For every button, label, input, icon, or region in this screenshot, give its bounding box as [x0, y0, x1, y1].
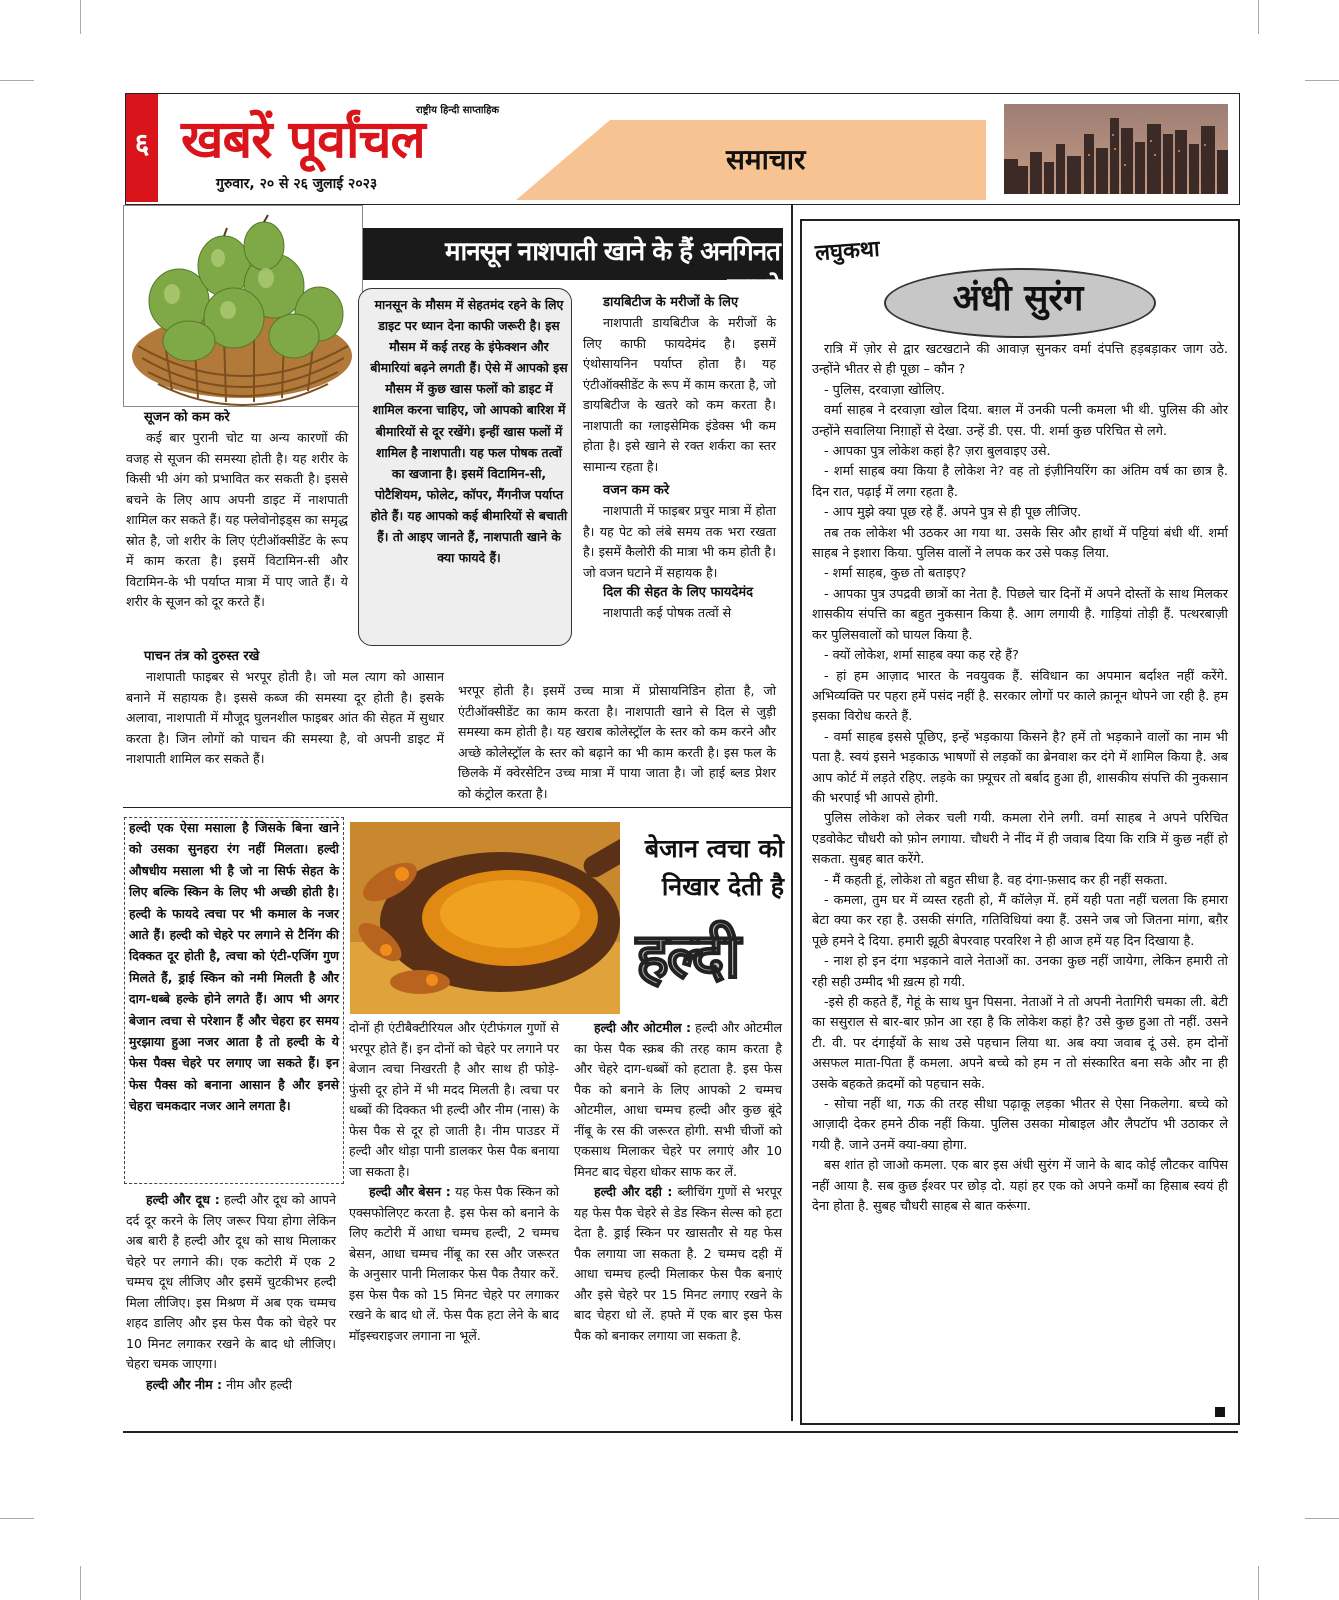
para-weight: नाशपाती में फाइबर प्रचुर मात्रा में होता है। यह पेट को लंबे समय तक भरा रखता है। इसमें कैलोरी की मात्रा भी कम होती है। जो वजन घटाने में सहायक है।	[583, 503, 776, 580]
haldi-col2	[349, 1018, 559, 1346]
column-left-wide	[126, 647, 444, 770]
para-besan-text: यह फेस पैक स्किन को एक्सफोलिएट करता है. इस फेस को बनाने के लिए कटोरी में आधा चम्मच हल्दी, 2 चम्मच बेसन, आधा चम्मच नींबू का रस और जरूरत के अनुसार पानी मिलाकर फेस पैक तैयार करें. इस फेस पैक को 15 मिनट चेहरे पर लगाकर रखने के बाद धो लें. फेस पैक हटा लेने के बाद मॉइस्चराइजर लगाना ना भूलें.	[349, 1184, 559, 1343]
story-label: लघुकथा	[814, 235, 881, 267]
story-paragraph: -इसे ही कहते हैं, गेहूं के साथ घुन पिसना. नेताओं ने तो अपनी नेतागिरी चमका ली. बेटी का ससुराल से बार-बार फ़ोन आ रहा है कि लोकेश कहां है? उसे कुछ हुआ तो नहीं. उसने टी. वी. पर दंगाईयों के साथ उसे पहचान लिया था. अब क्या जवाब दूं उसे. हम दोनों असफल माता-पिता हैं कमला. अपने बच्चे को हम न तो संस्कारित बना सके और ना ही उसके बहकते क़दमों को पहचान सके.	[812, 995, 1228, 1092]
crop-mark	[0, 80, 34, 81]
crop-mark	[1305, 80, 1339, 81]
haldi-headline-line1: बेजान त्वचा को	[644, 834, 784, 863]
story-paragraph: बस शांत हो जाओ कमला. एक बार इस अंधी सुरंग में जाने के बाद कोई लौटकर वापिस नहीं आया है. सब कुछ ईश्वर पर छोड़ दो. यहां हर एक को अपने कर्मों का हिसाब स्वयं ही देना होता है. सुबह चौधरी साहब से बात करूंगा.	[812, 1158, 1228, 1215]
para-swelling: कई बार पुरानी चोट या अन्य कारणों की वजह से सूजन की समस्या होती है। यह शरीर के किसी भी अंग को प्रभावित कर सकती है। इससे बचने के लिए आप अपनी डाइट में नाशपाती शामिल कर सकते हैं। यह फ्लेवोनोइड्स का समृद्ध स्रोत है, जो शरीर के लिए एंटीऑक्सीडेंट के रूप में काम करता है। इसमें विटामिन-सी और विटामिन-के भी पर्याप्त मात्रा में पाए जाते हैं। ये शरीर के सूजन को दूर करते हैं।	[126, 430, 348, 609]
section-label: समाचार	[726, 143, 806, 176]
para-oatmeal-text: हल्दी और ओटमील का फेस पैक स्क्रब की तरह काम करता है और चेहरे दाग-धब्बों को हटाता है. इस फेस पैक को बनाने के लिए आपको 2 चम्मच ओटमील, आधा चम्मच हल्दी और कुछ बूंदे नींबू के रस की जरूरत होगी. सभी चीजों को एकसाथ मिलाकर चेहरे पर लगाएं और 10 मिनट बाद चेहरा धोकर साफ कर लें.	[574, 1020, 782, 1179]
story-paragraph: - सोचा नहीं था, गऊ की तरह सीधा पढ़ाकू लड़का भीतर से ऐसा निकलेगा. बच्चे को आज़ादी देकर हमने ठीक नहीं किया. पुलिस उसका मोबाइल और लैपटॉप भी उठाकर ले गयी है. जाने उनमें क्या-क्या होगा.	[812, 1097, 1228, 1153]
para-milk-text: हल्दी और दूध को आपने दर्द दूर करने के लिए जरूर पिया होगा लेकिन अब बारी है हल्दी और दूध को साथ मिलाकर चेहरे पर लगाने की। एक कटोरी में एक 2 चम्मच दूध लीजिए और इसमें चुटकीभर हल्दी मिला लीजिए। इस मिश्रण में अब एक चम्मच शहद डालिए और इस फेस पैक को चेहरे पर 10 मिनट लगाकर रखने के बाद धो लीजिए। चेहरा चमक जाएगा।	[126, 1192, 336, 1371]
crop-mark	[0, 1518, 34, 1519]
column-rule	[791, 205, 793, 1421]
subhead-digestion: पाचन तंत्र को दुरुस्त रखे	[144, 649, 260, 664]
intro-callout-text: मानसून के मौसम में सेहतमंद रहने के लिए डाइट पर ध्यान देना काफी जरूरी है। इस मौसम में कई तरह के इंफेक्शन और बीमारियां बढ़ने लगती हैं। ऐसे में आपको इस मौसम में कुछ खास फलों को डाइट में शामिल करना चाहिए, जो आपको बारिश में बीमारियों से दूर रखेंगे। इन्हीं खास फलों में शामिल है नाशपाती। यह फल पोषक तत्वों का खजाना है। इसमें विटामिन-सी, पोटैशियम, फोलेट, कॉपर, मैंगनीज पर्याप्त होते हैं। यह आपको कई बीमारियों से बचाती हैं। तो आइए जानते हैं, नाशपाती खाने के क्या फायदे हैं।	[370, 297, 568, 566]
column-bottom-heart	[458, 681, 776, 804]
masthead	[125, 93, 1240, 205]
story-text	[812, 340, 1228, 1217]
subhead-weight: वजन कम करे	[603, 483, 670, 498]
story-paragraph: - आप मुझे क्या पूछ रहे हैं. अपने पुत्र से ही पूछ लीजिए.	[824, 505, 1082, 521]
story-title: अंधी सुरंग	[952, 277, 1084, 319]
crop-mark	[80, 1566, 81, 1600]
haldi-intro-text: हल्दी एक ऐसा मसाला है जिसके बिना खाने को उसका सुनहरा रंग नहीं मिलता। हल्दी औषधीय मसाला भी है जो ना सिर्फ सेहत के लिए बल्कि स्किन के लिए भी अच्छी होती है। हल्दी के फायदे त्वचा पर भी कमाल के नजर आते हैं। हल्दी को चेहरे पर लगाने से टैनिंग की दिक्कत दूर होती है, त्वचा को एंटी-एजिंग गुण मिलते हैं, ड्राई स्किन को नमी मिलती है और दाग-धब्बे हल्के होने लगते हैं। आप भी अगर बेजान त्वचा से परेशान हैं और चेहरा हर समय मुरझाया हुआ नजर आता है तो हल्दी के ये फेस पैक्स चेहरे पर लगाए जा सकते हैं। इन फेस पैक्स को बनाना आसान है और इनसे चेहरा चमकदार नजर आने लगता है।	[129, 820, 339, 1114]
para-neem-b: दोनों ही एंटीबैक्टीरियल और एंटीफंगल गुणों से भरपूर होते हैं। इन दोनों को चेहरे पर लगाने पर बेजान त्वचा निखरती है और साथ ही फोड़े-फुंसी दूर होने में भी मदद मिलती है। त्वचा पर धब्बों की दिक्कत भी हल्दी और नीम (नास) के फेस पैक से दूर हो जाती है। नीम पाउडर में हल्दी और थोड़ा पानी डालकर फेस पैक बनाया जा सकता है।	[349, 1020, 559, 1179]
story-paragraph: - आपका पुत्र लोकेश कहां है? ज़रा बुलवाइए उसे.	[824, 444, 1051, 460]
subhead-milk: हल्दी और दूध :	[146, 1192, 220, 1207]
para-curd-text: ब्लीचिंग गुणों से भरपूर यह फेस पैक चेहरे से डेड स्किन सेल्स को हटा देता है. ड्राई स्किन पर खासतौर से यह फेस पैक लगाया जा सकता है. 2 चम्मच दही में आधा चम्मच हल्दी मिलाकर फेस पैक बनाएं और इसे चेहरे पर 15 मिनट लगाए रखने के बाद चेहरा धो लें. हफ्ते में एक बार इस फेस पैक को बनाकर लगाया जा सकता है.	[574, 1184, 782, 1343]
story-paragraph: - शर्मा साहब, कुछ तो बताइए?	[824, 566, 967, 582]
story-paragraph: - मैं कहती हूं, लोकेश तो बहुत सीधा है. वह दंगा-फ़साद कर ही नहीं सकता.	[824, 872, 1168, 888]
story-paragraph: - क्यों लोकेश, शर्मा साहब क्या कह रहे हैं?	[824, 648, 1019, 664]
story-paragraph: - शर्मा साहब क्या किया है लोकेश ने? वह तो इंज़ीनियरिंग का अंतिम वर्ष का छात्र है. दिन रात, पढ़ाई में लगा रहता है.	[812, 464, 1228, 500]
haldi-col1	[126, 1190, 336, 1395]
story-paragraph: रात्रि में ज़ोर से द्वार खटखटाने की आवाज़ सुनकर वर्मा दंपत्ति हड़बड़ाकर जाग उठे. उन्होंने भीतर से ही पूछा – कौन ?	[812, 342, 1228, 378]
crop-mark	[1305, 1518, 1339, 1519]
pear-image	[123, 205, 363, 407]
issue-date: गुरुवार, २० से २६ जुलाई २०२३	[216, 176, 378, 192]
story-paragraph: - आपका पुत्र उपद्रवी छात्रों का नेता है. पिछले चार दिनों में अपने दोस्तों के साथ मिलकर शासकीय संपत्ति का बहुत नुकसान किया है. आग लगायी है. गाड़ियां तोड़ी हैं. पत्थरबाज़ी कर पुलिसवालों को घायल किया है.	[812, 586, 1228, 643]
para-curd	[574, 1182, 782, 1346]
crop-mark	[1258, 1566, 1259, 1600]
brand-title: खबरें पूर्वांचल	[181, 109, 425, 170]
subhead-curd: हल्दी और दही :	[594, 1184, 673, 1199]
haldi-big-title: हल्दी	[636, 919, 739, 992]
page-number: ६	[126, 94, 158, 202]
page-bottom-rule	[123, 1431, 1238, 1433]
para-besan	[349, 1182, 559, 1346]
subhead-oatmeal: हल्दी और ओटमील :	[594, 1020, 692, 1035]
subhead-neem: हल्दी और नीम :	[146, 1376, 223, 1392]
haldi-headline-line2: निखार देती है	[661, 872, 784, 901]
skyline-image	[1004, 104, 1228, 194]
subhead-swelling: सूजन को कम करे	[144, 410, 230, 425]
para-milk	[126, 1190, 336, 1375]
para-heart-b: भरपूर होती है। इसमें उच्च मात्रा में प्रोसायनिडिन होता है, जो एंटीऑक्सीडेंट का काम करता है। नाशपाती खाने से दिल से जुड़ी समस्या कम होती है। यह खराब कोलेस्ट्रॉल के स्तर को कम करने और अच्छे कोलेस्ट्रॉल के स्तर को बढ़ाने का भी काम करती है। इस फल के छिलके में क्वेरसेटिन उच्च मात्रा में पाया जाता है। जो हाई ब्लड प्रेशर को कंट्रोल करता है।	[458, 683, 776, 801]
para-digestion: नाशपाती फाइबर से भरपूर होती है। जो मल त्याग को आसान बनाने में सहायक है। इससे कब्ज की समस्या दूर होती है। इसके अलावा, नाशपाती में मौजूद घुलनशील फाइबर आंत की सेहत में सुधार करता है। जिन लोगों को पाचन की समस्या है, वो अपनी डाइट में नाशपाती शामिल कर सकते हैं।	[126, 669, 444, 766]
story-end-mark	[1215, 1407, 1225, 1417]
story-paragraph: - पुलिस, दरवाज़ा खोलिए.	[824, 382, 945, 398]
story-paragraph: तब तक लोकेश भी उठकर आ गया था. उसके सिर और हाथों में पट्टियां बंधी थीं. शर्मा साहब ने इशारा किया. पुलिस वालों ने लपक कर उसे पकड़ लिया.	[812, 525, 1228, 562]
column-left	[126, 408, 348, 613]
para-oatmeal	[574, 1018, 782, 1182]
haldi-headline	[624, 830, 784, 906]
crop-mark	[80, 0, 81, 34]
story-paragraph: वर्मा साहब ने दरवाज़ा खोल दिया. बग़ल में उनकी पत्नी कमला भी थी. पुलिस की ओर उन्होंने सवालिया निग़ाहों से देखा. उन्हें डी. एस. पी. शर्मा कुछ परिचित से लगे.	[812, 403, 1228, 439]
subhead-heart: दिल की सेहत के लिए फायदेमंद	[603, 585, 754, 600]
subhead-diabetes: डायबिटीज के मरीजों के लिए	[603, 295, 739, 310]
story-paragraph: पुलिस लोकेश को लेकर चली गयी. कमला रोने लगी. वर्मा साहब ने अपने परिचित एडवोकेट चौधरी को फ़ोन लगाया. चौधरी ने नींद में ही जवाब दिया कि रात्रि में कुछ नहीं हो सकता. सुबह बात करेंगे.	[812, 811, 1228, 868]
subhead-besan: हल्दी और बेसन :	[369, 1184, 451, 1199]
turmeric-image	[350, 822, 620, 1014]
haldi-col3	[574, 1018, 782, 1346]
story-paragraph: - वर्मा साहब इससे पूछिए, इन्हें भड़काया किसने है? हमें तो भड़काने वालों का नाम भी पता है. स्वयं इसने भड़काऊ भाषणों से लड़कों का ब्रेनवाश कर दंगे में शामिल किया है. अब आप कोर्ट में लड़ते रहिए. लड़के का फ़्यूचर तो बर्बाद हुआ ही, शासकीय संपत्ति की नुकसान की भरपाई भी आपसे होगी.	[812, 729, 1228, 806]
para-heart-a: नाशपाती कई पोषक तत्वों से	[603, 605, 732, 620]
section-rule	[123, 807, 791, 808]
para-neem-a-text: नीम और हल्दी	[226, 1376, 292, 1392]
column-right	[583, 293, 776, 624]
crop-mark	[1258, 0, 1259, 34]
article-title: मानसून नाशपाती खाने के हैं अनगिनत फायदे	[445, 237, 780, 303]
story-paragraph: - हां हम आज़ाद भारत के नवयुवक हैं. संविधान का अपमान बर्दाश्त नहीं करेंगे. अभिव्यक्ति पर पहरा हमें पसंद नहीं है. सरकार लोगों पर काले क़ानून थोपने जा रही है. हम इसका विरोध करते हैं.	[812, 668, 1228, 725]
story-paragraph: - कमला, तुम घर में व्यस्त रहती हो, मैं कॉलेज़ में. हमें यही पता नहीं चलता कि हमारा बेटा क्या कर रहा है. उसकी संगति, गतिविधियां क्या हैं. उसने जब जो जितना मांगा, बग़ैर पूछे हमने दे दिया. हमारी झूठी बेपरवाह परवरिश ने ही आज हमें यह दिन दिखाया है.	[812, 892, 1228, 949]
para-diabetes: नाशपाती डायबिटीज के मरीजों के लिए काफी फायदेमंद है। इसमें एंथोसायनिन पर्याप्त होता है। यह एंटीऑक्सीडेंट के रूप में काम करता है, जो डायबिटीज के खतरे को कम करता है। नाशपाती का ग्लाइसेमिक इंडेक्स भी कम होता है। इसे खाने से रक्त शर्करा का स्तर सामान्य रहता है।	[583, 315, 776, 474]
story-paragraph: - नाश हो इन दंगा भड़काने वाले नेताओं का. उनका कुछ नहीं जायेगा, लेकिन हमारी तो रही सही उम्मीद भी ख़त्म हो गयी.	[812, 954, 1228, 990]
para-neem-a	[126, 1375, 336, 1396]
brand-subtitle: राष्ट्रीय हिन्दी साप्ताहिक	[416, 105, 500, 116]
